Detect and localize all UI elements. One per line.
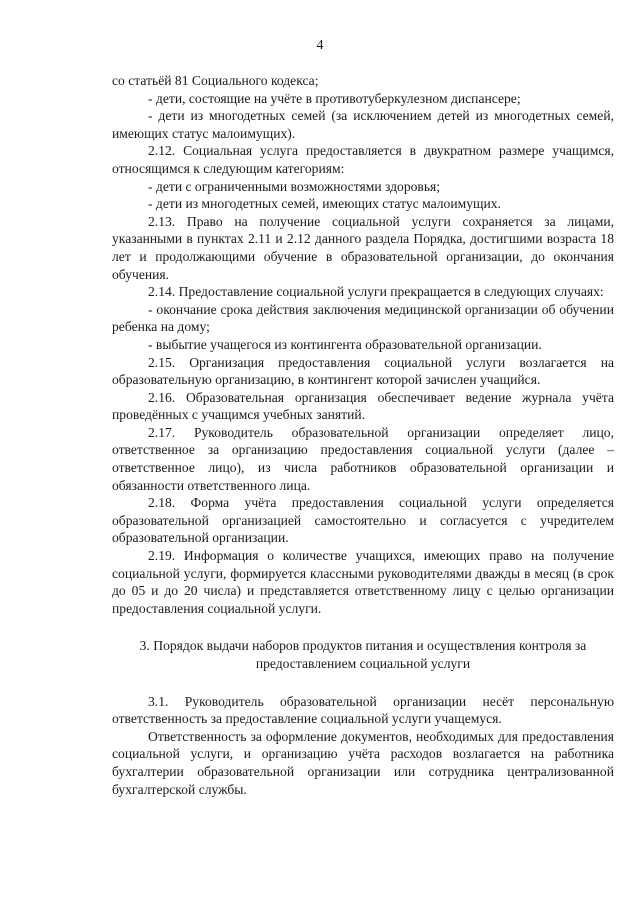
list-item: - выбытие учащегося из контингента образовательной организации. [148,336,542,352]
list-item: - дети из многодетных семей (за исключением детей из многодетных семей, имеющих статус малоимущих). [112,108,614,141]
page-number: 4 [316,38,324,53]
list-item: - дети с ограниченными возможностями здоровья; [148,178,441,194]
document-body [112,72,614,798]
clause-2-14: 2.14. Предоставление социальной услуги прекращается в следующих случаях: [148,284,604,300]
paragraph-continuation: со статьёй 81 Социального кодекса; [112,73,319,88]
clause-2-12: 2.12. Социальная услуга предоставляется в двукратном размере учащимся, относящимся к следующим категориям: [112,143,614,176]
clause-2-15: 2.15. Организация предоставления социальной услуги возлагается на образовательную организацию, в контингент которой зачислен учащийся. [112,354,614,388]
clause-2-16: 2.16. Образовательная организация обеспечивает ведение журнала учёта проведённых с учащимся учебных занятий. [112,389,614,423]
list-item: - дети, состоящие на учёте в противотуберкулезном диспансере; [148,90,521,106]
clause-2-17: 2.17. Руководитель образовательной организации определяет лицо, ответственное за организацию предоставления социальной услуги (далее – ответственное лицо), из числа работников образовательной организации и обязанности ответственного лица. [112,424,614,493]
clause-2-13: 2.13. Право на получение социальной услуги сохраняется за лицами, указанными в пунктах 2.11 и 2.12 данного раздела Порядка, достигшими возраста 18 лет и продолжающими обучение в образовательной организации, до окончания обучения. [112,213,614,282]
clause-2-18: 2.18. Форма учёта предоставления социальной услуги определяется образовательной организацией самостоятельно и согласуется с учредителем образовательной организации. [112,495,614,546]
list-item: - дети из многодетных семей, имеющих статус малоимущих. [148,196,501,212]
list-item: - окончание срока действия заключения медицинской организации об обучении ребенка на дому; [112,301,614,335]
section-3-heading: 3. Порядок выдачи наборов продуктов питания и осуществления контроля за предоставлением социальной услуги [139,638,587,671]
clause-3-1: 3.1. Руководитель образовательной организации несёт персональную ответственность за предоставление социальной услуги учащемуся. [112,693,614,727]
clause-2-19: 2.19. Информация о количестве учащихся, имеющих право на получение социальной услуги, формируется классными руководителями дважды в месяц (в срок до 05 и до 20 числа) и представляется ответственному лицу с целью организации предоставления социальной услуги. [112,548,614,616]
clause-3-1-continued: Ответственность за оформление документов, необходимых для предоставления социальной услуги, и организацию учёта расходов возлагается на работника бухгалтерии образовательной организации или сотрудника централизованной бухгалтерской службы. [112,728,614,797]
